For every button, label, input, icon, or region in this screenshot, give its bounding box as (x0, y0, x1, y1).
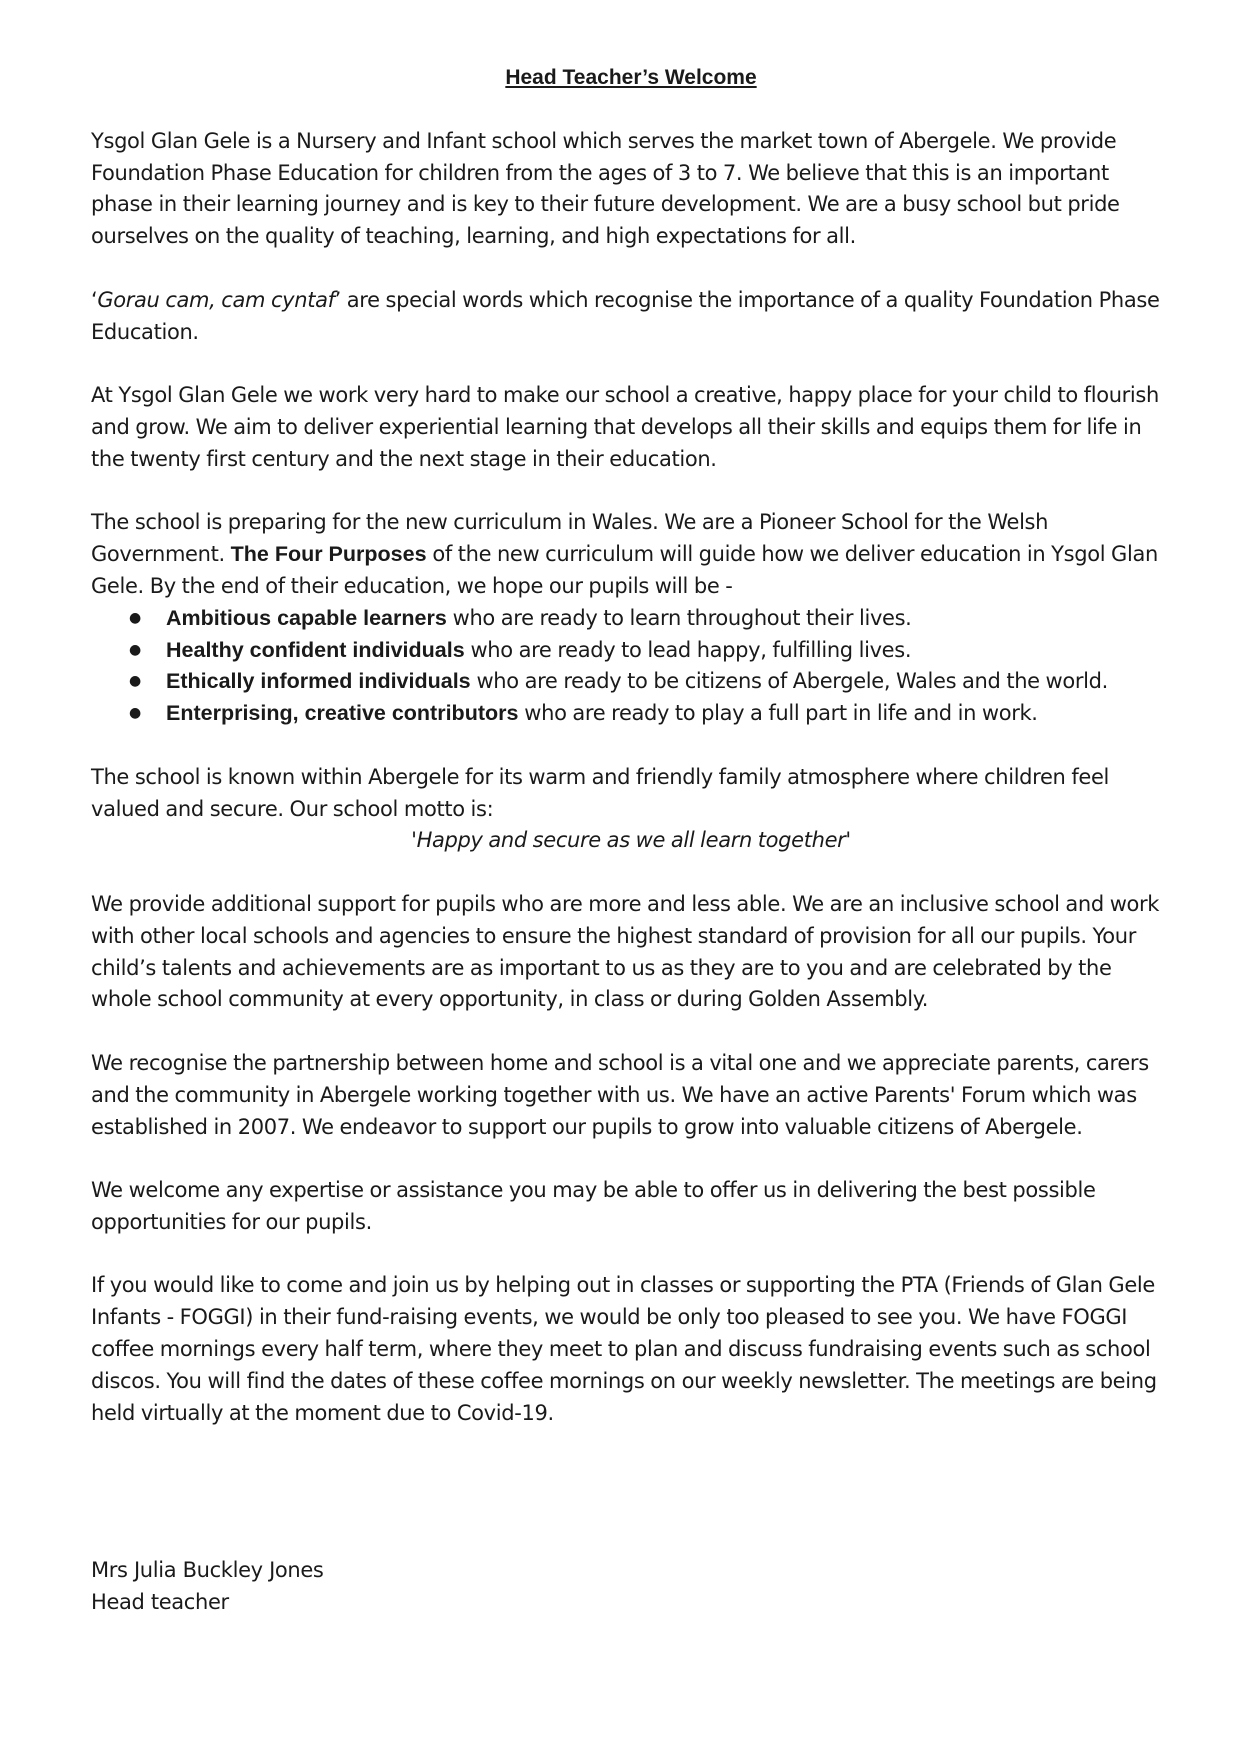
purpose-title: Ethically informed individuals (166, 669, 471, 694)
signature-name: Mrs Julia Buckley Jones (91, 1558, 324, 1582)
support-paragraph: We provide additional support for pupils who are more and less able. We are an inclusive school and work with other local schools and agencies to ensure the highest standard of provision for all our pupils. Your child’s talents and achievements are as important to us as they are to you and are celebrated by the whole school community at every opportunity, in class or during Golden Assembly. (91, 891, 1160, 1012)
signature-block (91, 1554, 324, 1618)
page-title: Head Teacher’s Welcome (505, 66, 757, 89)
purpose-title: Healthy confident individuals (166, 637, 465, 662)
signature-role: Head teacher (91, 1590, 229, 1614)
list-item (91, 666, 1171, 698)
motto-welsh-paragraph (91, 285, 1171, 349)
curriculum-paragraph (91, 507, 1171, 602)
purpose-description: who are ready to learn throughout their lives. (446, 605, 912, 630)
bullet-icon: ● (129, 641, 141, 658)
partnership-paragraph: We recognise the partnership between home and school is a vital one and we appreciate parents, carers and the community in Abergele working together with us. We have an active Parents' Forum which was established in 2007. We endeavor to support our pupils to grow into valuable citizens of Abergele. (91, 1050, 1149, 1139)
open-quote: ‘ (91, 287, 98, 312)
bullet-icon: ● (129, 609, 141, 626)
list-item (91, 635, 1171, 667)
pta-paragraph: If you would like to come and join us by helping out in classes or supporting the PTA (Friends of Glan Gele Infants - FOGGI) in their fund-raising events, we would be only too pleased to see you. We have FOGGI coffee mornings every half term, where they meet to plan and discuss fundraising events such as school discos. You will find the dates of these coffee mornings on our weekly newsletter. The meetings are being held virtually at the moment due to Covid-19. (91, 1273, 1157, 1425)
welsh-phrase: Gorau cam, cam cyntaf (97, 287, 335, 312)
intro-paragraph: Ysgol Glan Gele is a Nursery and Infant school which serves the market town of Abergele. We provide Foundation Phase Education for children from the ages of 3 to 7. We believe that this is an important phase in their learning journey and is key to their future development. We are a busy school but pride ourselves on the quality of teaching, learning, and high expectations for all. (91, 128, 1120, 249)
four-purposes-heading: The Four Purposes (230, 542, 427, 567)
purpose-description: who are ready to play a full part in life and in work. (518, 701, 1038, 726)
purpose-description: who are ready to lead happy, fulfilling lives. (464, 637, 912, 662)
atmosphere-text: The school is known within Abergele for its warm and friendly family atmosphere where children feel valued and secure. Our school motto is: (91, 764, 1110, 821)
bullet-icon: ● (129, 673, 141, 690)
purpose-title: Ambitious capable learners (166, 605, 447, 630)
letter-body (91, 62, 1171, 1461)
purpose-description: who are ready to be citizens of Abergele, Wales and the world. (470, 669, 1108, 694)
list-item (91, 698, 1171, 730)
purpose-title: Enterprising, creative contributors (166, 701, 519, 726)
curriculum-outro: of the new curriculum will guide how we deliver education in Ysgol Glan Gele. By the end of their education, we hope our pupils will be - (91, 542, 1158, 598)
school-motto: 'Happy and secure as we all learn together' (411, 828, 851, 853)
atmosphere-paragraph (91, 762, 1171, 857)
four-purposes-list (91, 603, 1171, 730)
welsh-phrase-explanation: ’ are special words which recognise the importance of a quality Foundation Phase Education. (91, 287, 1160, 344)
creative-school-paragraph: At Ysgol Glan Gele we work very hard to make our school a creative, happy place for your child to flourish and grow. We aim to deliver experiential learning that develops all their skills and equips them for life in the twenty first century and the next stage in their education. (91, 383, 1159, 471)
welcome-expertise-paragraph: We welcome any expertise or assistance you may be able to offer us in delivering the best possible opportunities for our pupils. (91, 1178, 1096, 1234)
bullet-icon: ● (129, 705, 141, 722)
list-item (91, 603, 1171, 635)
curriculum-intro: The school is preparing for the new curriculum in Wales. We are a Pioneer School for the Welsh Government. (91, 510, 1049, 567)
